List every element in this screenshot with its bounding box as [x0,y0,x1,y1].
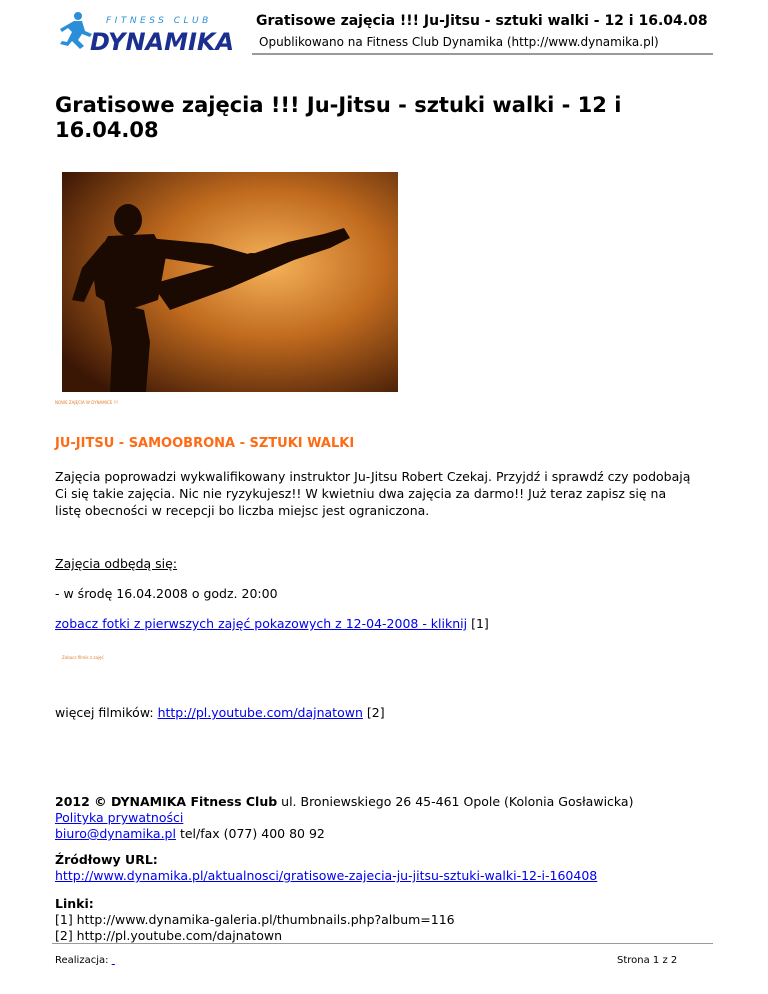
films-line [55,705,385,720]
privacy-link[interactable]: Polityka prywatności [55,810,184,825]
header-divider [252,53,713,55]
image-caption: NOWE ZAJĘCIA W DYNAMICE !!! [55,400,119,405]
footer-contact-line [55,826,735,842]
photos-link[interactable]: zobacz fotki z pierwszych zajęć pokazowych z 12-04-2008 - kliknij [55,616,468,631]
photos-ref: [1] [467,616,489,631]
source-label: Źródłowy URL: [55,852,158,867]
header-subtitle: Opublikowano na Fitness Club Dynamika (http://www.dynamika.pl) [259,35,659,49]
site-footer [55,794,735,842]
realizacja-link[interactable] [112,955,115,966]
video-caption: Zobacz filmik z zajęć [62,655,104,660]
links-block [55,896,455,944]
article-paragraph: Zajęcia poprowadzi wykwalifikowany instruktor Ju-Jitsu Robert Czekaj. Przyjdź i sprawdź czy podobają Ci się takie zajęcia. Nic nie ryzykujesz!! W kwietniu dwa zajęcia za darmo!! Już teraz zapisz się na listę obecności w recepcji bo liczba miejsc jest ograniczona. [55,469,691,518]
dynamika-logo[interactable] [54,10,244,56]
logo-wordmark: DYNAMIKA [90,28,235,56]
photos-line [55,616,489,631]
films-link[interactable]: http://pl.youtube.com/dajnatown [157,705,363,720]
link-item-1: [1] http://www.dynamika-galeria.pl/thumbnails.php?album=116 [55,912,455,927]
links-label: Linki: [55,896,94,911]
schedule-item: - w środę 16.04.2008 o godz. 20:00 [55,586,278,601]
source-url-link[interactable]: http://www.dynamika.pl/aktualnosci/gratisowe-zajecia-ju-jitsu-sztuki-walki-12-i-160408 [55,868,598,883]
page-number: Strona 1 z 2 [617,955,678,966]
copyright-text: 2012 © DYNAMIKA Fitness Club [55,794,278,809]
jujitsu-kick-photo [62,172,398,392]
footer-divider [52,943,713,944]
page-header [0,0,768,60]
article-title: Gratisowe zajęcia !!! Ju-Jitsu - sztuki walki - 12 i 16.04.08 [55,93,622,142]
phone-text: tel/fax (077) 400 80 92 [175,826,325,841]
realizacja-line [55,955,115,966]
footer-privacy-line [55,810,735,826]
section-heading: JU-JITSU - SAMOOBRONA - SZTUKI WALKI [55,436,355,451]
schedule-label: Zajęcia odbędą się: [55,556,178,571]
realizacja-label: Realizacja: [55,955,109,966]
header-title: Gratisowe zajęcia !!! Ju-Jitsu - sztuki walki - 12 i 16.04.08 [256,13,708,29]
runner-icon [60,12,92,49]
link-item-2: [2] http://pl.youtube.com/dajnatown [55,928,282,943]
films-label: więcej filmików: [55,705,158,720]
footer-copyright-line [55,794,735,810]
films-ref: [2] [362,705,385,720]
address-text: ul. Broniewskiego 26 45-461 Opole (Kolonia Gosławicka) [277,794,634,809]
logo-tagline: FITNESS CLUB [106,16,212,26]
source-url-line [55,868,597,883]
email-link[interactable]: biuro@dynamika.pl [55,826,176,841]
